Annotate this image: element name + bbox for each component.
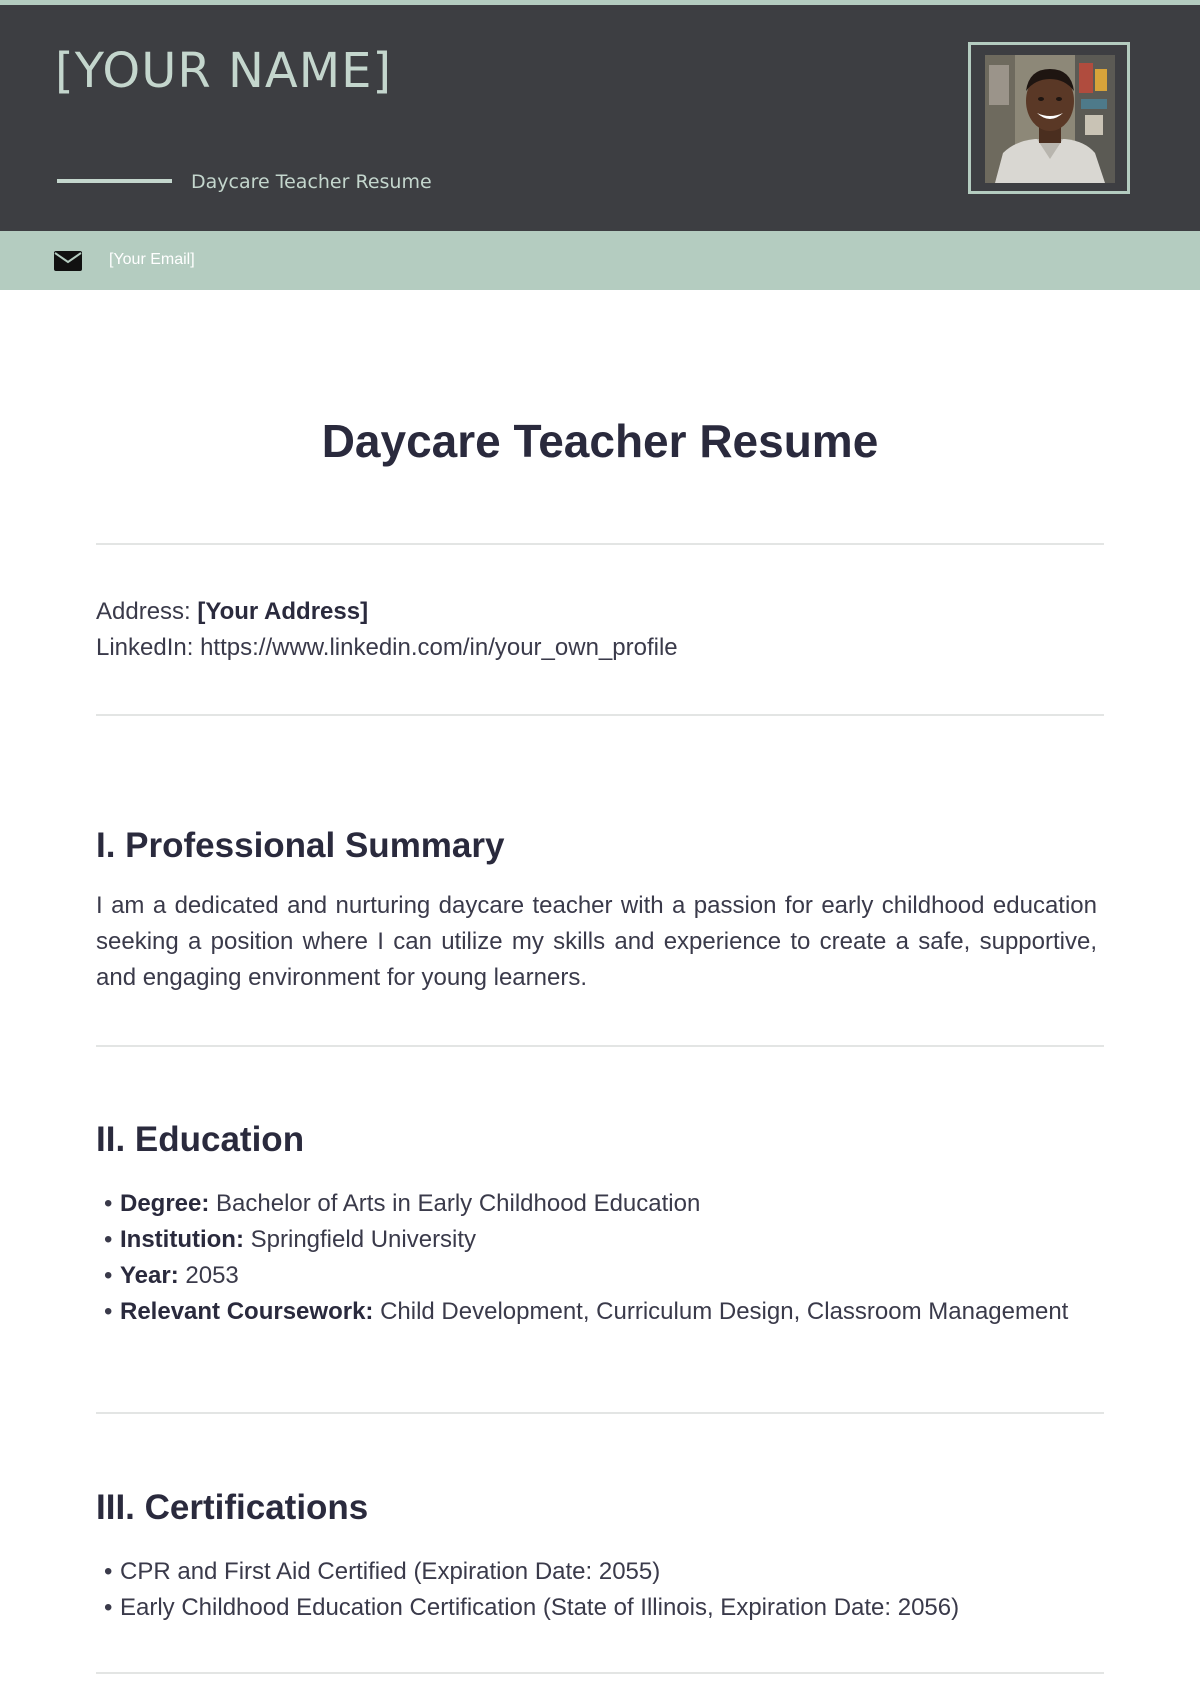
certifications-heading: III. Certifications [96,1488,369,1527]
mail-icon [54,251,82,271]
education-heading: II. Education [96,1120,305,1159]
education-value: 2053 [178,1262,239,1289]
linkedin-label: LinkedIn: [96,634,201,661]
education-value: Bachelor of Arts in Early Childhood Education [209,1190,701,1217]
education-label: Degree: [120,1190,210,1217]
address-line [96,598,368,626]
education-label: Relevant Coursework: [120,1298,374,1325]
divider [96,1672,1104,1674]
linkedin-line [96,634,678,662]
document-title: Daycare Teacher Resume [321,415,879,467]
header-name: [YOUR NAME] [55,43,393,99]
list-item: • Early Childhood Education Certification (State of Illinois, Expiration Date: 2056) [96,1590,1096,1626]
header-divider [57,179,172,183]
certifications-list [96,1554,1096,1626]
education-value: Springfield University [243,1226,477,1253]
linkedin-link[interactable]: https://www.linkedin.com/in/your_own_profile [200,634,678,661]
divider [96,1412,1104,1414]
divider [96,714,1104,716]
list-item [96,1222,1096,1258]
list-item [96,1186,1096,1222]
list-item: • CPR and First Aid Certified (Expiration Date: 2055) [96,1554,1096,1590]
address-label: Address: [96,598,198,625]
divider [96,543,1104,545]
header-subtitle: Daycare Teacher Resume [191,171,432,193]
summary-body: I am a dedicated and nurturing daycare teacher with a passion for early childhood education seeking a position where I can utilize my skills and experience to create a safe, supportive, and engaging environment for young learners. [96,892,1097,991]
divider [96,1045,1104,1047]
email-text[interactable]: [Your Email] [109,251,195,268]
education-value: Child Development, Curriculum Design, Classroom Management [373,1298,1069,1325]
list-item [96,1258,1096,1294]
list-item [96,1294,1096,1330]
education-label: Year: [120,1262,179,1289]
summary-heading: I. Professional Summary [96,826,505,865]
education-list [96,1186,1096,1330]
education-label: Institution: [120,1226,244,1253]
profile-photo [985,55,1115,183]
address-value: [Your Address] [197,598,369,625]
